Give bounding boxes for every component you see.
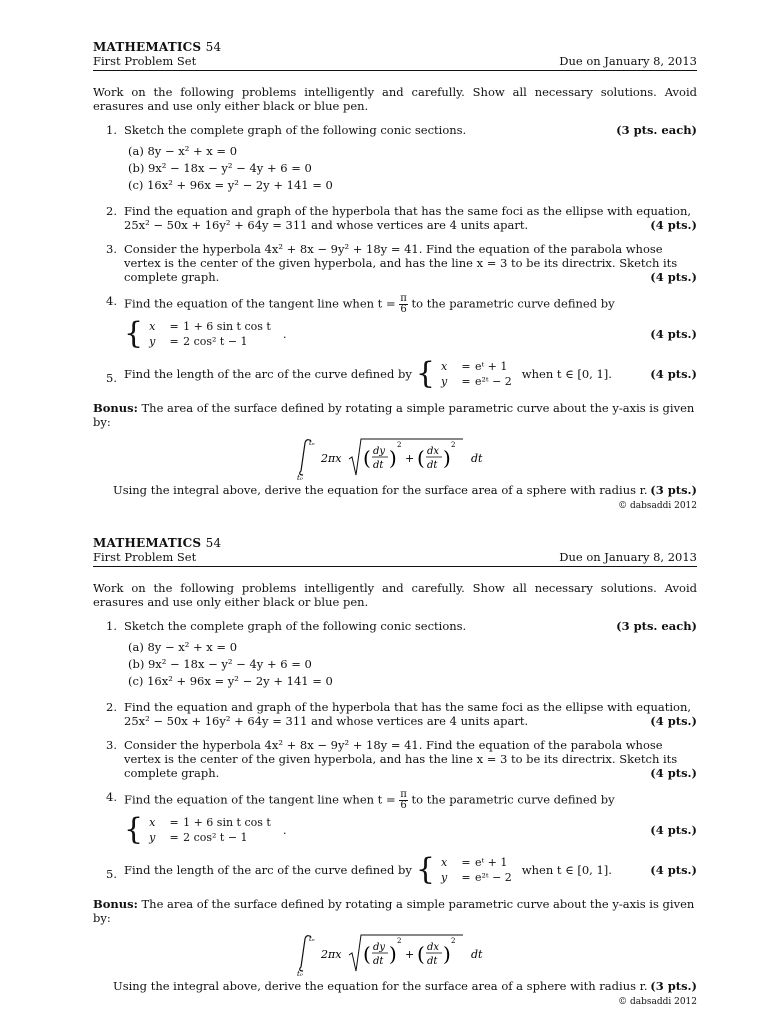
problem-number: 5. (106, 371, 117, 385)
copyright: © dabsaddi 2012 (618, 501, 697, 511)
lower-limit: t₀ (297, 970, 303, 977)
bonus (93, 897, 697, 925)
header-row (93, 550, 697, 567)
bonus-label: Bonus: (93, 401, 138, 415)
left-brace: { (415, 852, 435, 887)
upper-limit: tₙ (309, 935, 315, 943)
bonus-task-text: Using the integral above, derive the equation for the surface area of a sphere with radius r. (113, 483, 648, 497)
problem-5 (93, 356, 697, 391)
paren-open: ( (417, 942, 425, 966)
paren-close: ) (443, 446, 451, 470)
dt: dt (373, 460, 384, 471)
parametric-system (124, 316, 697, 351)
fraction (399, 790, 408, 811)
dy: dy (373, 942, 386, 953)
problem-set-name: First Problem Set (93, 550, 197, 564)
problem-text-cont: to the parametric curve defined by (411, 296, 615, 311)
eq-sign: = (169, 816, 179, 829)
eq-sign: = (169, 335, 179, 348)
problem-1 (93, 619, 697, 690)
problem-text: Sketch the complete graph of the following conic sections. (124, 123, 467, 137)
dt: dt (427, 460, 438, 471)
eq-rhs: 2 cos² t − 1 (183, 831, 248, 844)
course-name: MATHEMATICS (93, 40, 202, 54)
problem-5 (93, 852, 697, 887)
sub-item-a: (a) 8y − x² + x = 0 (128, 144, 238, 158)
problem-sheet-1 (93, 40, 697, 513)
bonus-task-text: Using the integral above, derive the equation for the surface area of a sphere with radius r. (113, 979, 648, 993)
course-name: MATHEMATICS (93, 536, 202, 550)
fraction-denominator: 6 (400, 800, 407, 811)
points: (4 pts.) (650, 714, 697, 728)
points: (3 pts.) (650, 979, 697, 993)
eq-rhs: e²ᵗ − 2 (474, 871, 512, 884)
paren-open: ( (363, 942, 371, 966)
problem-number: 3. (106, 242, 117, 256)
left-brace: { (124, 812, 144, 847)
fraction (399, 294, 408, 315)
header-row (93, 54, 697, 71)
problem-number: 5. (106, 867, 117, 881)
problem-text: Consider the hyperbola 4x² + 8x − 9y² + 18y = 41. Find the equation of the parabola whose vertex is the center of the given hyperbola, and has the line x = 3 to be its directrix. Sketch its complete graph. (124, 242, 678, 284)
eq-rhs: eᵗ + 1 (474, 856, 508, 869)
dt: dt (427, 956, 438, 967)
problem-text: Sketch the complete graph of the following conic sections. (124, 619, 467, 633)
sub-item-c: (c) 16x² + 96x = y² − 2y + 141 = 0 (128, 178, 333, 192)
problem-2 (93, 700, 697, 728)
integral-formula (285, 435, 505, 481)
bonus-label: Bonus: (93, 897, 138, 911)
sub-item-b: (b) 9x² − 18x − y² − 4y + 6 = 0 (128, 657, 312, 671)
parametric-system (124, 812, 697, 847)
problem-text: Find the equation and graph of the hyperbola that has the same foci as the ellipse with equation, 25x² − 50x + 16y² + 64y = 311 and whose vertices are 4 units apart. (124, 700, 692, 728)
problem-text: Find the length of the arc of the curve defined by (124, 367, 412, 381)
points: (3 pts. each) (616, 123, 697, 137)
eq-rhs: 2 cos² t − 1 (183, 335, 248, 348)
paren-open: ( (417, 446, 425, 470)
eq-sign: = (461, 871, 471, 884)
eq-sign: = (461, 375, 471, 388)
dt: dt (373, 956, 384, 967)
system-equations (149, 319, 271, 349)
surface-area-integral (93, 435, 697, 481)
integral-formula (285, 931, 505, 977)
eq-sign: = (461, 360, 471, 373)
system-equations (441, 359, 512, 389)
course-title (93, 40, 697, 54)
points: (4 pts.) (650, 327, 697, 341)
problem-text-cont: when t ∈ [0, 1]. (521, 367, 612, 381)
exponent: 2 (397, 441, 402, 449)
problem-number: 1. (106, 619, 117, 633)
fraction-denominator: 6 (400, 304, 407, 315)
problem-number: 1. (106, 123, 117, 137)
sub-items (124, 639, 697, 690)
bonus (93, 401, 697, 429)
dy: dy (373, 446, 386, 457)
differential: dt (471, 948, 483, 961)
eq-rhs: eᵗ + 1 (474, 360, 508, 373)
instructions: Work on the following problems intelligently and carefully. Show all necessary solutions. Avoid erasures and use only either black or blue pen. (93, 581, 697, 609)
due-date: Due on January 8, 2013 (559, 550, 697, 564)
eq-lhs: y (440, 871, 448, 884)
points: (4 pts.) (650, 218, 697, 232)
left-brace: { (124, 316, 144, 351)
problem-sheet-2 (93, 536, 697, 1009)
points: (4 pts.) (650, 766, 697, 780)
problem-text: Find the equation of the tangent line when t = (124, 792, 396, 807)
sub-items (124, 143, 697, 194)
surface-area-integral (93, 931, 697, 977)
dx: dx (427, 446, 440, 457)
fraction-numerator: π (400, 293, 407, 304)
points: (3 pts.) (650, 483, 697, 497)
problem-text: Find the equation and graph of the hyperbola that has the same foci as the ellipse with equation, 25x² − 50x + 16y² + 64y = 311 and whose vertices are 4 units apart. (124, 204, 692, 232)
sub-item-b: (b) 9x² − 18x − y² − 4y + 6 = 0 (128, 161, 312, 175)
course-number: 54 (205, 536, 222, 550)
problem-number: 3. (106, 738, 117, 752)
upper-limit: tₙ (309, 439, 315, 447)
differential: dt (471, 452, 483, 465)
exponent: 2 (451, 937, 456, 945)
eq-sign: = (169, 320, 179, 333)
problem-4 (93, 790, 697, 845)
left-brace: { (415, 356, 435, 391)
eq-lhs: x (440, 856, 448, 869)
exponent: 2 (397, 937, 402, 945)
problem-text-cont: when t ∈ [0, 1]. (521, 863, 612, 877)
points: (4 pts.) (650, 270, 697, 284)
problem-number: 4. (106, 294, 117, 308)
lower-limit: t₀ (297, 474, 303, 481)
eq-sign: = (169, 831, 179, 844)
sub-item-c: (c) 16x² + 96x = y² − 2y + 141 = 0 (128, 674, 333, 688)
eq-lhs: x (149, 816, 156, 829)
eq-rhs: 1 + 6 sin t cos t (183, 320, 271, 333)
integrand: 2πx (321, 948, 342, 961)
problem-3 (93, 242, 697, 284)
problem-text-cont: to the parametric curve defined by (411, 792, 615, 807)
problem-text: Find the equation of the tangent line when t = (124, 296, 396, 311)
problem-number: 4. (106, 790, 117, 804)
problem-number: 2. (106, 204, 117, 218)
system-equations (149, 815, 271, 845)
points: (4 pts.) (650, 863, 697, 877)
eq-lhs: x (440, 360, 448, 373)
sub-item-a: (a) 8y − x² + x = 0 (128, 640, 238, 654)
eq-rhs: e²ᵗ − 2 (474, 375, 512, 388)
paren-close: ) (389, 942, 397, 966)
points: (4 pts.) (650, 823, 697, 837)
eq-lhs: y (149, 335, 156, 348)
due-date: Due on January 8, 2013 (559, 54, 697, 68)
copyright: © dabsaddi 2012 (618, 997, 697, 1007)
eq-lhs: y (440, 375, 448, 388)
bonus-text: The area of the surface defined by rotating a simple parametric curve about the y-axis is given by: (93, 401, 695, 429)
paren-close: ) (389, 446, 397, 470)
problem-text: Find the length of the arc of the curve defined by (124, 863, 412, 877)
period: . (282, 327, 287, 341)
course-number: 54 (205, 40, 222, 54)
problem-text: Consider the hyperbola 4x² + 8x − 9y² + 18y = 41. Find the equation of the parabola whose vertex is the center of the given hyperbola, and has the line x = 3 to be its directrix. Sketch its complete graph. (124, 738, 678, 780)
dx: dx (427, 942, 440, 953)
paren-open: ( (363, 446, 371, 470)
points: (4 pts.) (650, 367, 697, 381)
integrand: 2πx (321, 452, 342, 465)
problem-number: 2. (106, 700, 117, 714)
plus: + (405, 452, 415, 465)
system-equations (441, 855, 512, 885)
bonus-task (93, 979, 697, 993)
problem-1 (93, 123, 697, 194)
eq-rhs: 1 + 6 sin t cos t (183, 816, 271, 829)
bonus-task (93, 483, 697, 497)
eq-lhs: x (149, 320, 156, 333)
paren-close: ) (443, 942, 451, 966)
instructions: Work on the following problems intelligently and carefully. Show all necessary solutions. Avoid erasures and use only either black or blue pen. (93, 85, 697, 113)
points: (3 pts. each) (616, 619, 697, 633)
period: . (282, 823, 287, 837)
plus: + (405, 948, 415, 961)
fraction-numerator: π (400, 789, 407, 800)
problem-set-name: First Problem Set (93, 54, 197, 68)
problem-4 (93, 294, 697, 349)
problem-2 (93, 204, 697, 232)
exponent: 2 (451, 441, 456, 449)
course-title (93, 536, 697, 550)
bonus-text: The area of the surface defined by rotating a simple parametric curve about the y-axis is given by: (93, 897, 695, 925)
problem-3 (93, 738, 697, 780)
eq-sign: = (461, 856, 471, 869)
eq-lhs: y (149, 831, 156, 844)
